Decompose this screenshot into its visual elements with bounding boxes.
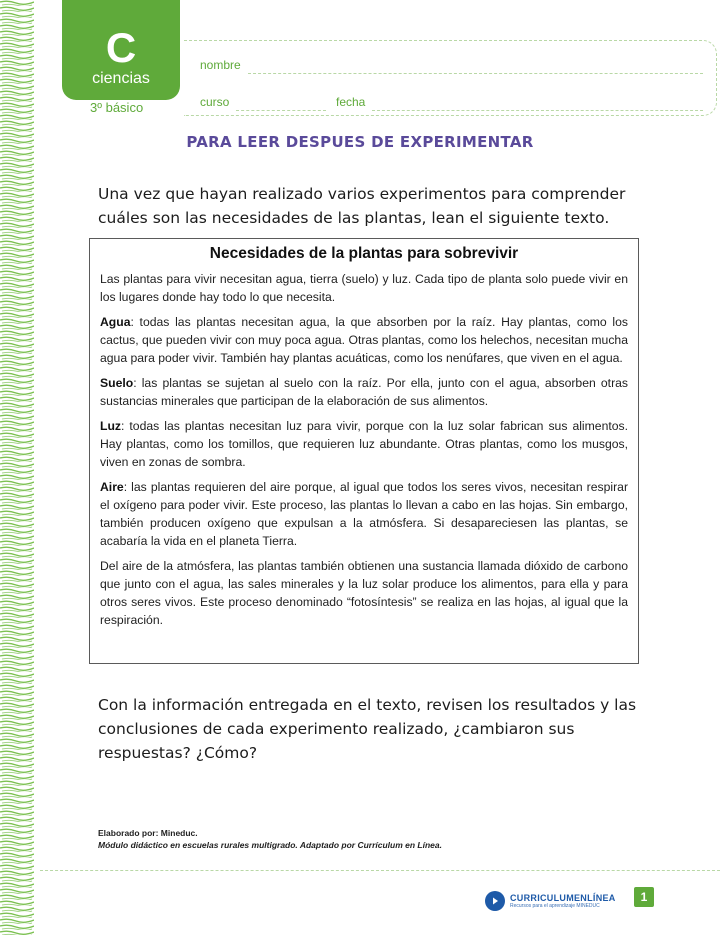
course-label: curso xyxy=(200,95,230,109)
student-info-frame xyxy=(184,40,717,116)
intro-instruction: Una vez que hayan realizado varios experimentos para comprender cuáles son las necesidades de las plantas, lean el siguiente texto. xyxy=(98,185,626,227)
curriculum-logo xyxy=(485,891,616,911)
paragraph-intro: Las plantas para vivir necesitan agua, tierra (suelo) y luz. Cada tipo de planta solo puede vivir en los lugares donde hay todo lo que necesita. xyxy=(100,272,628,304)
paragraph-aire: Aire: las plantas requieren del aire porque, al igual que todos los seres vivos, necesitan respirar el oxígeno para poder vivir. Este proceso, las plantas lo llevan a cabo en las hojas. Sin embargo, también producen oxígeno que expulsan a la atmósfera. Si desapareciesen las plantas, se acabaría la vida en el planeta Tierra. xyxy=(100,480,628,548)
subject-name: ciencias xyxy=(92,70,150,87)
term-suelo: Suelo xyxy=(100,376,134,390)
logo-subtext: Recursos para el aprendizaje MINEDUC xyxy=(510,902,600,909)
paragraph-fotosintesis: Del aire de la atmósfera, las plantas también obtienen una sustancia llamada dióxido de carbono que junto con el agua, las sales minerales y la luz solar produce los alimentos, para ella y para otros seres vivos. Este proceso denominado “fotosíntesis” se realiza en las hojas, al igual que la respiración. xyxy=(100,559,628,627)
subject-letter: C xyxy=(105,24,137,71)
term-aire: Aire xyxy=(100,480,124,494)
page-title: PARA LEER DESPUES DE EXPERIMENTAR xyxy=(186,133,534,151)
grade-label: 3º básico xyxy=(90,100,144,115)
credits-author: Elaborado por: Mineduc. xyxy=(98,828,198,838)
reading-box xyxy=(89,238,639,664)
term-luz: Luz xyxy=(100,419,121,433)
paragraph-luz: Luz: todas las plantas necesitan luz para vivir, porque con la luz solar fabrican sus alimentos. Hay plantas, como los tomillos, que requieren luz abundante. Otras plantas, como los musgos, viven en zonas de sombra. xyxy=(100,419,628,469)
question-text: Con la información entregada en el texto, revisen los resultados y las conclusiones de cada experimento realizado, ¿cambiaron sus respuestas? ¿Cómo? xyxy=(98,696,637,762)
page-number: 1 xyxy=(634,887,654,907)
logo-text: CURRICULUMENLÍNEA xyxy=(510,892,616,903)
play-arrow-icon xyxy=(485,891,505,911)
course-field[interactable] xyxy=(236,110,326,111)
paragraph-suelo: Suelo: las plantas se sujetan al suelo con la raíz. Por ella, junto con el agua, absorben otras sustancias minerales que participan de la elaboración de sus alimentos. xyxy=(100,376,628,408)
reading-title: Necesidades de la plantas para sobrevivir xyxy=(209,245,519,262)
date-field[interactable] xyxy=(372,110,703,111)
subject-badge xyxy=(62,0,180,100)
term-agua: Agua xyxy=(100,315,131,329)
name-label: nombre xyxy=(200,58,241,72)
credits xyxy=(98,827,442,851)
paragraph-agua: Agua: todas las plantas necesitan agua, la que absorben por la raíz. Hay plantas, como los cactus, que pueden vivir con muy poca agua. Otras plantas, como los helechos, necesitan mucha agua para poder vivir. También hay plantas acuáticas, como los nenúfares, que viven en el agua. xyxy=(100,315,628,365)
date-label: fecha xyxy=(336,95,366,109)
footer-frame xyxy=(40,870,720,936)
name-field[interactable] xyxy=(248,73,703,74)
credits-source: Módulo didáctico en escuelas rurales multigrado. Adaptado por Currículum en Línea. xyxy=(98,840,442,850)
